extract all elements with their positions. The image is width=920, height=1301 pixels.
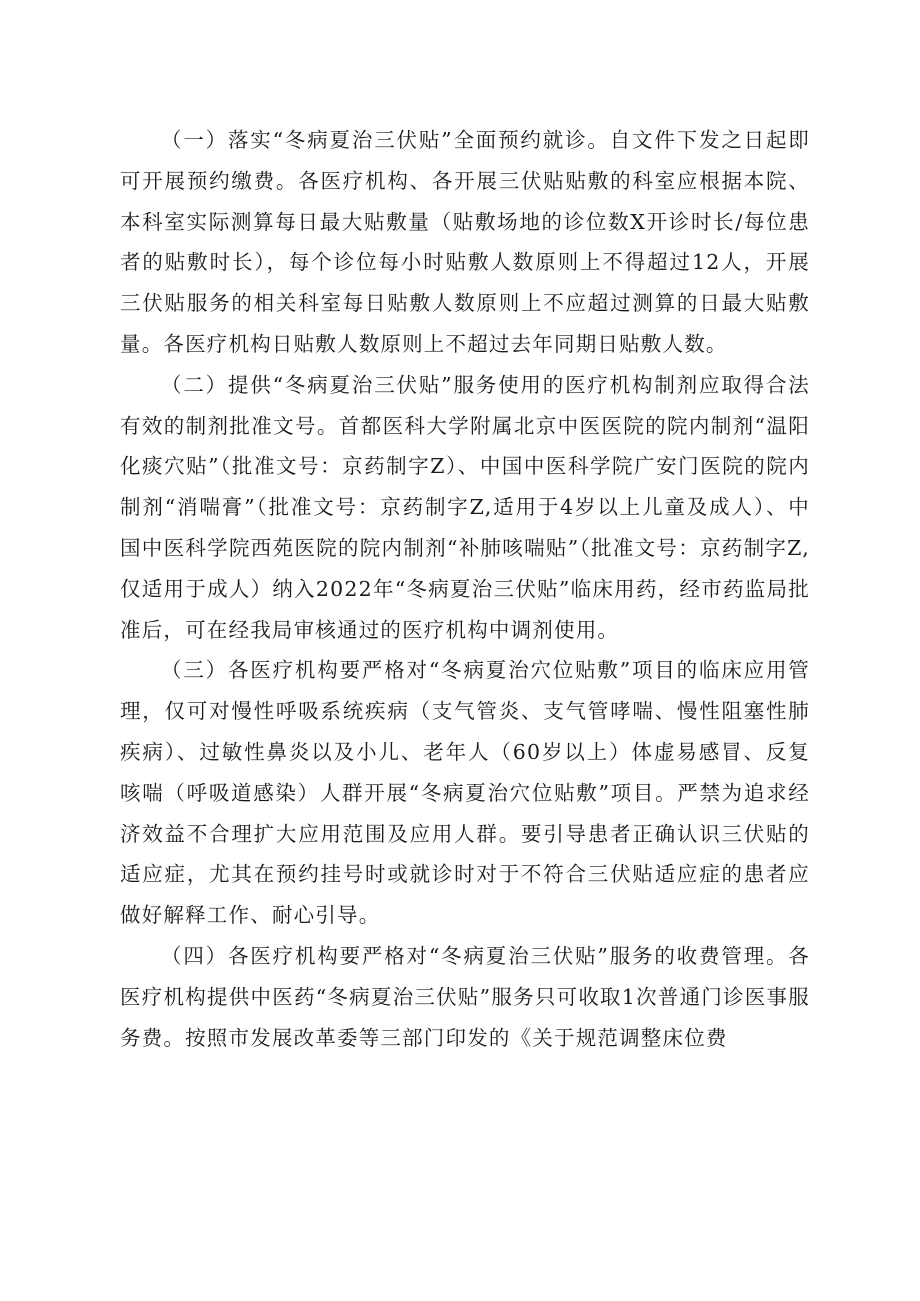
paragraph-2-preparations: （二）提供“冬病夏治三伏贴”服务使用的医疗机构制剂应取得合法有效的制剂批准文号。首都医科大学附属北京中医医院的院内制剂“温阳化痰穴贴”（批准文号：京药制字Z）、中国中医科学院广安门医院的院内制剂“消喘膏”（批准文号：京药制字Z,适用于4岁以上儿童及成人）、中国中医科学院西苑医院的院内制剂“补肺咳喘贴”（批准文号：京药制字Z,仅适用于成人）纳入2022年“冬病夏治三伏贴”临床用药，经市药监局批准后，可在经我局审核通过的医疗机构中调剂使用。 bbox=[120, 372, 810, 642]
paragraph-4-fee-management: （四）各医疗机构要严格对“冬病夏治三伏贴”服务的收费管理。各医疗机构提供中医药“冬病夏治三伏贴”服务只可收取1次普通门诊医事服务费。按照市发展改革委等三部门印发的《关于规范调整床位费 bbox=[120, 943, 810, 1050]
document-body bbox=[120, 120, 810, 1058]
paragraph-1-appointment: （一）落实“冬病夏治三伏贴”全面预约就诊。自文件下发之日起即可开展预约缴费。各医疗机构、各开展三伏贴贴敷的科室应根据本院、本科室实际测算每日最大贴敷量（贴敷场地的诊位数X开诊时长/每位患者的贴敷时长），每个诊位每小时贴敷人数原则上不得超过12人，开展三伏贴服务的相关科室每日贴敷人数原则上不应超过测算的日最大贴敷量。各医疗机构日贴敷人数原则上不超过去年同期日贴敷人数。 bbox=[120, 128, 810, 356]
paragraph-3-clinical-management: （三）各医疗机构要严格对“冬病夏治穴位贴敷”项目的临床应用管理，仅可对慢性呼吸系统疾病（支气管炎、支气管哮喘、慢性阻塞性肺疾病）、过敏性鼻炎以及小儿、老年人（60岁以上）体虚易感冒、反复咳喘（呼吸道感染）人群开展“冬病夏治穴位贴敷”项目。严禁为追求经济效益不合理扩大应用范围及应用人群。要引导患者正确认识三伏贴的适应症，尤其在预约挂号时或就诊时对于不符合三伏贴适应症的患者应做好解释工作、耐心引导。 bbox=[120, 658, 810, 928]
